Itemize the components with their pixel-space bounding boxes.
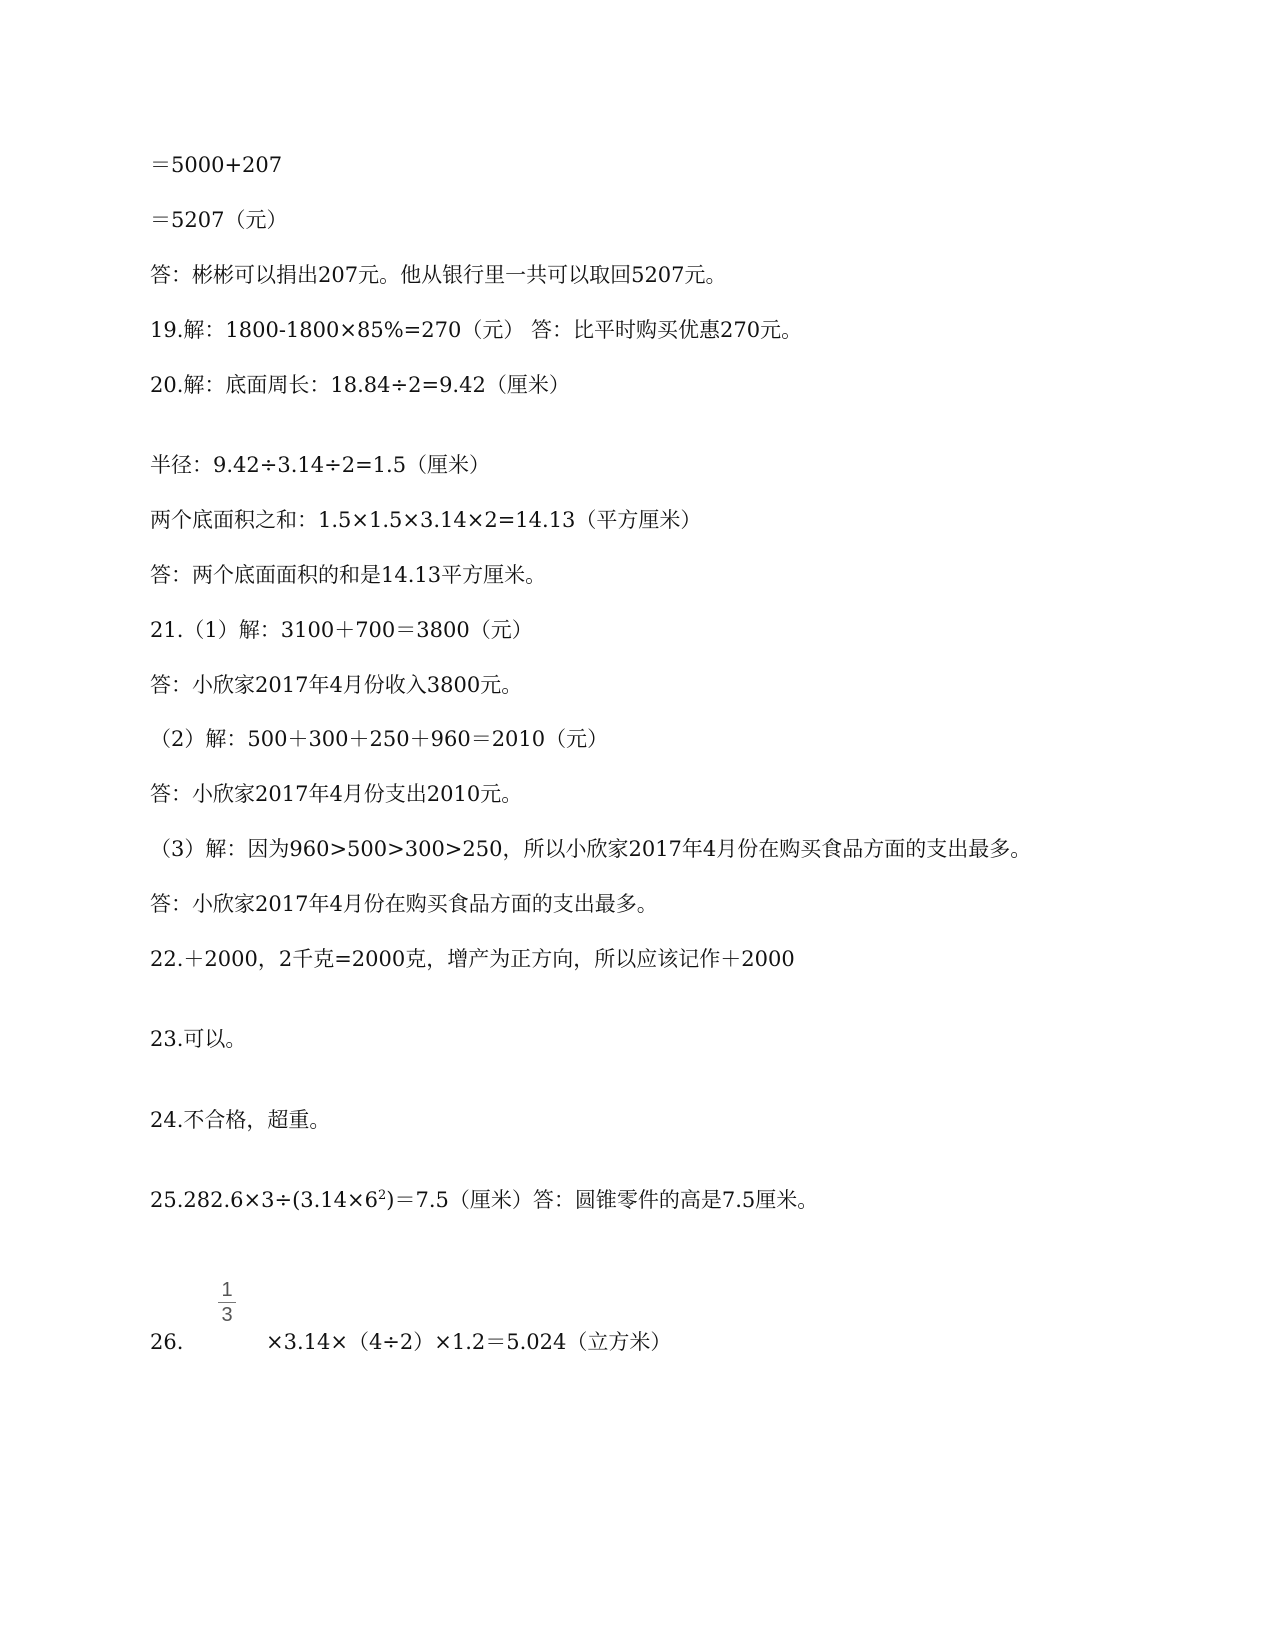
q25-exponent: 2 xyxy=(377,1188,387,1203)
line-q20-area: 两个底面积之和：1.5×1.5×3.14×2=14.13（平方厘米） xyxy=(150,508,702,532)
fraction-bar xyxy=(218,1302,236,1303)
line-q20-answer: 答：两个底面面积的和是14.13平方厘米。 xyxy=(150,563,547,587)
line-calc-sum: ＝5000+207 xyxy=(150,153,283,177)
line-q22: 22.＋2000，2千克=2000克，增产为正方向，所以应该记作＋2000 xyxy=(150,947,795,971)
line-q21-1: 21.（1）解：3100＋700＝3800（元） xyxy=(150,618,533,642)
line-q25 xyxy=(150,1186,818,1214)
fraction-numerator: 1 xyxy=(221,1279,233,1301)
line-q21-3: （3）解：因为960>500>300>250，所以小欣家2017年4月份在购买食品方面的支出最多。 xyxy=(150,837,1032,861)
line-q23: 23.可以。 xyxy=(150,1027,247,1051)
line-q20-radius: 半径：9.42÷3.14÷2=1.5（厘米） xyxy=(150,453,491,477)
one-third-fraction xyxy=(216,1279,238,1326)
line-q21-2: （2）解：500＋300＋250＋960＝2010（元） xyxy=(150,727,609,751)
line-q26-formula: ×3.14×（4÷2）×1.2＝5.024（立方米） xyxy=(266,1330,672,1354)
line-calc-result: ＝5207（元） xyxy=(150,208,288,232)
line-q26-number: 26. xyxy=(150,1330,184,1354)
line-q20: 20.解：底面周长：18.84÷2=9.42（厘米） xyxy=(150,373,570,397)
line-q21-3-answer: 答：小欣家2017年4月份在购买食品方面的支出最多。 xyxy=(150,892,658,916)
line-q19: 19.解：1800-1800×85%=270（元） 答：比平时购买优惠270元。 xyxy=(150,318,803,342)
line-q21-2-answer: 答：小欣家2017年4月份支出2010元。 xyxy=(150,782,523,806)
q25-formula-end: )＝7.5（厘米）答：圆锥零件的高是7.5厘米。 xyxy=(386,1188,819,1212)
line-q24: 24.不合格，超重。 xyxy=(150,1108,331,1132)
line-q21-1-answer: 答：小欣家2017年4月份收入3800元。 xyxy=(150,673,523,697)
fraction-denominator: 3 xyxy=(221,1304,233,1326)
q25-formula-start: 25.282.6×3÷(3.14×6 xyxy=(150,1188,378,1212)
line-answer-18: 答：彬彬可以捐出207元。他从银行里一共可以取回5207元。 xyxy=(150,263,727,287)
